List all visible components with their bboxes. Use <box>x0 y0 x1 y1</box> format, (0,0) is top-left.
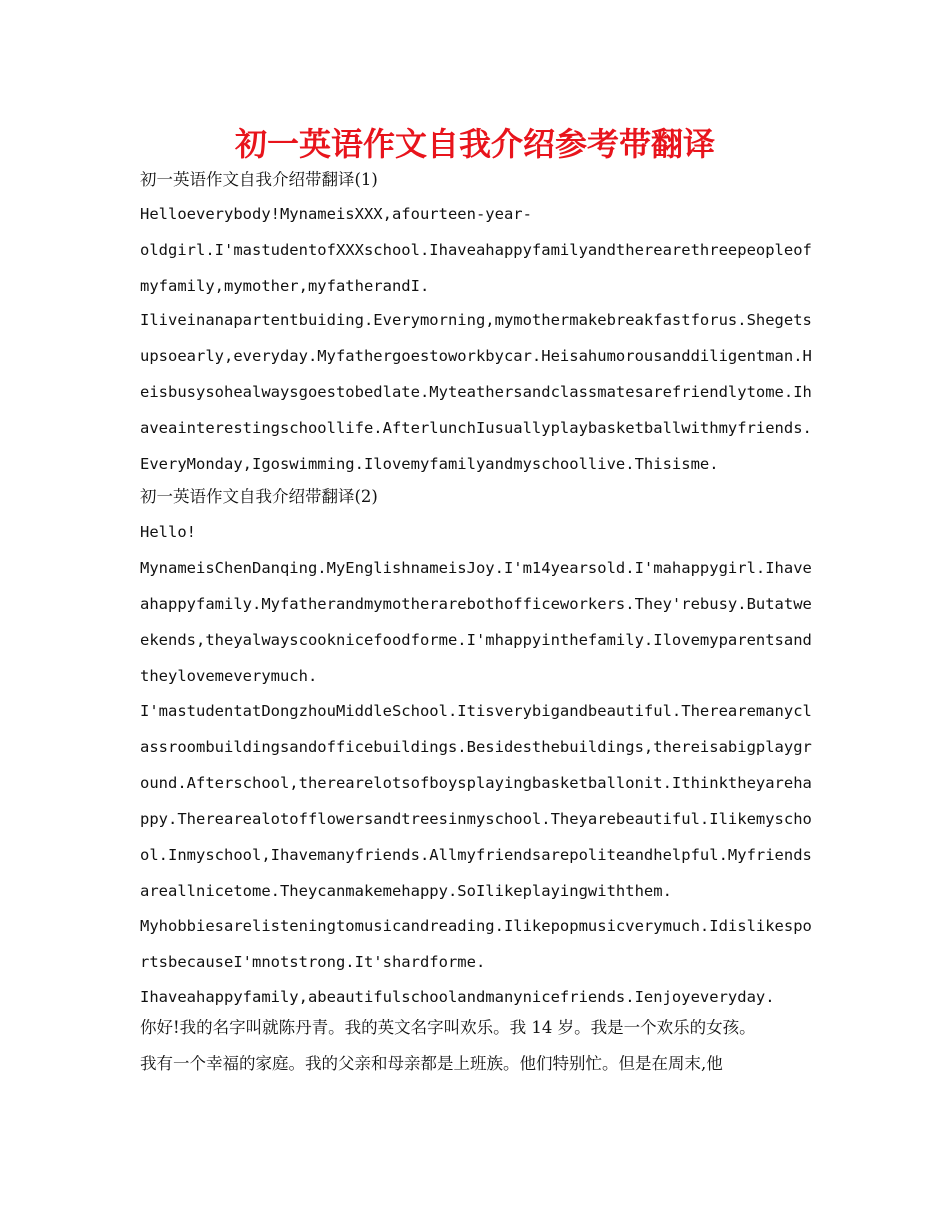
section-1-heading: 初一英语作文自我介绍带翻译(1) <box>140 170 378 189</box>
paragraph-line: areallnicetome.Theycanmakemehappy.SoIlikeplayingwiththem. <box>140 882 672 900</box>
paragraph-line: Ihaveahappyfamily,abeautifulschoolandmanynicefriends.Ienjoyeveryday. <box>140 988 775 1006</box>
paragraph-line: Helloeverybody!MynameisXXX,afourteen-year- <box>140 205 532 223</box>
section-2-heading: 初一英语作文自我介绍带翻译(2) <box>140 487 378 506</box>
paragraph-line: ound.Afterschool,therearelotsofboysplayingbasketballonit.Ithinktheyareha <box>140 774 812 792</box>
paragraph-line: ekends,theyalwayscooknicefoodforme.I'mhappyinthefamily.Ilovemyparentsand <box>140 631 812 649</box>
translation-line: 你好!我的名字叫就陈丹青。我的英文名字叫欢乐。我 14 岁。我是一个欢乐的女孩。 <box>140 1018 756 1037</box>
paragraph-line: ol.Inmyschool,Ihavemanyfriends.Allmyfriendsarepoliteandhelpful.Myfriends <box>140 846 812 864</box>
paragraph-line: ppy.Therearealotofflowersandtreesinmyschool.Theyarebeautiful.Ilikemyscho <box>140 810 812 828</box>
paragraph-line: EveryMonday,Igoswimming.Ilovemyfamilyandmyschoollive.Thisisme. <box>140 455 719 473</box>
paragraph-line: oldgirl.I'mastudentofXXXschool.Ihaveahappyfamilyandtherearethreepeopleof <box>140 241 812 259</box>
paragraph-line: Myhobbiesarelisteningtomusicandreading.Ilikepopmusicverymuch.Idislikespo <box>140 917 812 935</box>
paragraph-line: Hello! <box>140 523 196 541</box>
document-title: 初一英语作文自我介绍参考带翻译 <box>234 125 715 163</box>
paragraph-line: eisbusysohealwaysgoestobedlate.Myteathersandclassmatesarefriendlytome.Ih <box>140 383 812 401</box>
paragraph-line: rtsbecauseI'mnotstrong.It'shardforme. <box>140 953 486 971</box>
paragraph-line: assroombuildingsandofficebuildings.Besidesthebuildings,thereisabigplaygr <box>140 738 812 756</box>
paragraph-line: ahappyfamily.Myfatherandmymotherarebothofficeworkers.They'rebusy.Butatwe <box>140 595 812 613</box>
paragraph-line: upsoearly,everyday.Myfathergoestoworkbycar.Heisahumorousanddiligentman.H <box>140 347 812 365</box>
paragraph-line: theylovemeverymuch. <box>140 667 318 685</box>
paragraph-line: MynameisChenDanqing.MyEnglishnameisJoy.I'm14yearsold.I'mahappygirl.Ihave <box>140 559 812 577</box>
paragraph-line: Iliveinanapartentbuiding.Everymorning,mymothermakebreakfastforus.Shegets <box>140 311 812 329</box>
paragraph-line: aveainterestingschoollife.AfterlunchIusuallyplaybasketballwithmyfriends. <box>140 419 812 437</box>
paragraph-line: myfamily,mymother,myfatherandI. <box>140 277 430 295</box>
translation-line: 我有一个幸福的家庭。我的父亲和母亲都是上班族。他们特别忙。但是在周末,他 <box>140 1054 723 1073</box>
paragraph-line: I'mastudentatDongzhouMiddleSchool.Itisverybigandbeautiful.Therearemanycl <box>140 702 812 720</box>
